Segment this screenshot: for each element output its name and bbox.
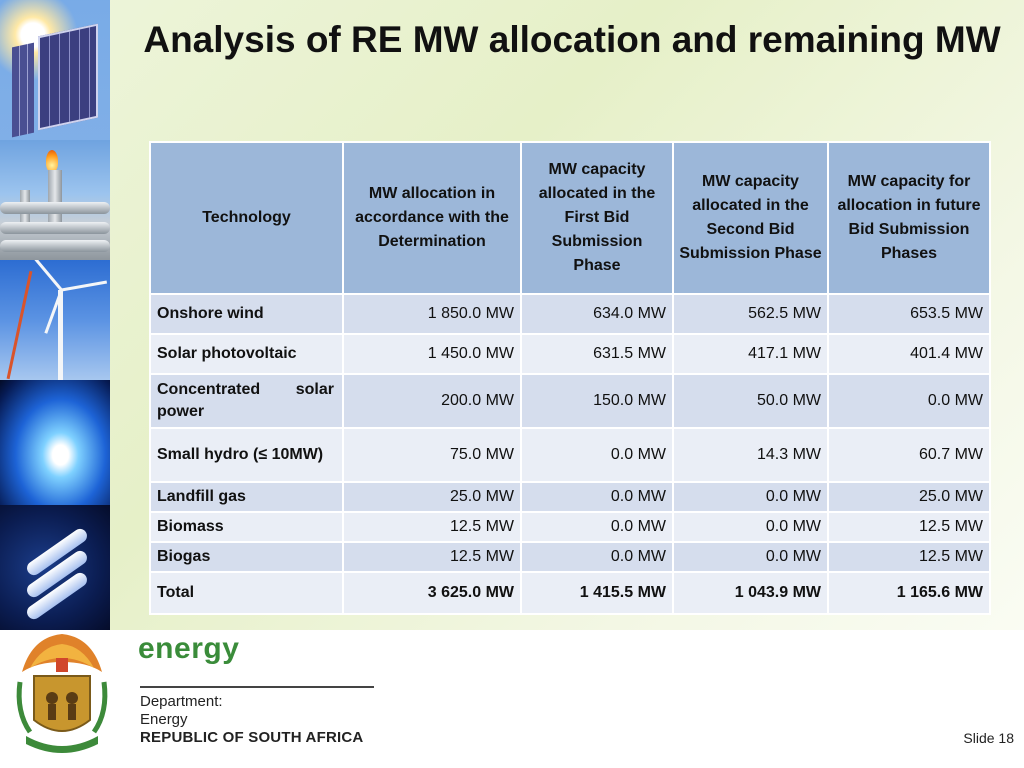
row-second-bid: 50.0 MW	[673, 374, 828, 428]
total-future-bid: 1 165.6 MW	[828, 572, 990, 614]
row-first-bid: 634.0 MW	[521, 294, 673, 334]
row-second-bid: 14.3 MW	[673, 428, 828, 482]
row-future-bid: 25.0 MW	[828, 482, 990, 512]
row-technology: Onshore wind	[150, 294, 343, 334]
row-second-bid: 0.0 MW	[673, 542, 828, 572]
row-determination: 12.5 MW	[343, 542, 521, 572]
row-determination: 12.5 MW	[343, 512, 521, 542]
row-future-bid: 653.5 MW	[828, 294, 990, 334]
solar-panel-photo	[0, 0, 110, 140]
row-technology: Biomass	[150, 512, 343, 542]
row-determination: 75.0 MW	[343, 428, 521, 482]
row-second-bid: 417.1 MW	[673, 334, 828, 374]
country-name: REPUBLIC OF SOUTH AFRICA	[140, 729, 364, 746]
table-row	[150, 428, 990, 482]
allocation-table	[149, 141, 991, 615]
wind-turbine-photo	[0, 260, 110, 380]
table-header-row	[150, 142, 990, 294]
row-first-bid: 0.0 MW	[521, 542, 673, 572]
row-first-bid: 150.0 MW	[521, 374, 673, 428]
row-technology: Solar photovoltaic	[150, 334, 343, 374]
row-second-bid: 0.0 MW	[673, 512, 828, 542]
allocation-table-container	[149, 141, 989, 615]
header-technology: Technology	[150, 142, 343, 294]
coat-of-arms-icon	[12, 632, 112, 756]
total-first-bid: 1 415.5 MW	[521, 572, 673, 614]
slide-number: Slide 18	[963, 730, 1014, 746]
table-row	[150, 512, 990, 542]
total-label: Total	[150, 572, 343, 614]
table-row	[150, 334, 990, 374]
refinery-photo	[0, 140, 110, 260]
row-future-bid: 60.7 MW	[828, 428, 990, 482]
table-row	[150, 542, 990, 572]
row-future-bid: 12.5 MW	[828, 512, 990, 542]
row-future-bid: 0.0 MW	[828, 374, 990, 428]
total-second-bid: 1 043.9 MW	[673, 572, 828, 614]
row-second-bid: 0.0 MW	[673, 482, 828, 512]
table-row	[150, 482, 990, 512]
table-row	[150, 294, 990, 334]
row-second-bid: 562.5 MW	[673, 294, 828, 334]
slide-title: Analysis of RE MW allocation and remaining MW	[143, 19, 1001, 60]
header-first-bid: MW capacity allocated in the First Bid Submission Phase	[521, 142, 673, 294]
department-name: Energy	[140, 711, 188, 728]
row-future-bid: 12.5 MW	[828, 542, 990, 572]
row-first-bid: 0.0 MW	[521, 482, 673, 512]
row-determination: 200.0 MW	[343, 374, 521, 428]
row-technology: Biogas	[150, 542, 343, 572]
row-first-bid: 0.0 MW	[521, 428, 673, 482]
left-photo-strip	[0, 0, 110, 630]
row-determination: 1 450.0 MW	[343, 334, 521, 374]
row-technology: Landfill gas	[150, 482, 343, 512]
department-label: Department:	[140, 693, 223, 710]
brand-divider	[140, 686, 374, 688]
row-future-bid: 401.4 MW	[828, 334, 990, 374]
department-logo-area	[10, 632, 370, 762]
total-determination: 3 625.0 MW	[343, 572, 521, 614]
row-first-bid: 631.5 MW	[521, 334, 673, 374]
header-determination: MW allocation in accordance with the Determination	[343, 142, 521, 294]
row-first-bid: 0.0 MW	[521, 512, 673, 542]
row-technology: Small hydro (≤ 10MW)	[150, 428, 343, 482]
header-future-bid: MW capacity for allocation in future Bid Submission Phases	[828, 142, 990, 294]
header-second-bid: MW capacity allocated in the Second Bid Submission Phase	[673, 142, 828, 294]
energy-brand-text: energy	[138, 632, 240, 665]
row-determination: 1 850.0 MW	[343, 294, 521, 334]
table-row	[150, 374, 990, 428]
cfl-bulb-photo	[0, 505, 110, 630]
row-technology: Concentrated solar power	[150, 374, 343, 428]
row-determination: 25.0 MW	[343, 482, 521, 512]
gas-flame-photo	[0, 380, 110, 505]
table-total-row	[150, 572, 990, 614]
